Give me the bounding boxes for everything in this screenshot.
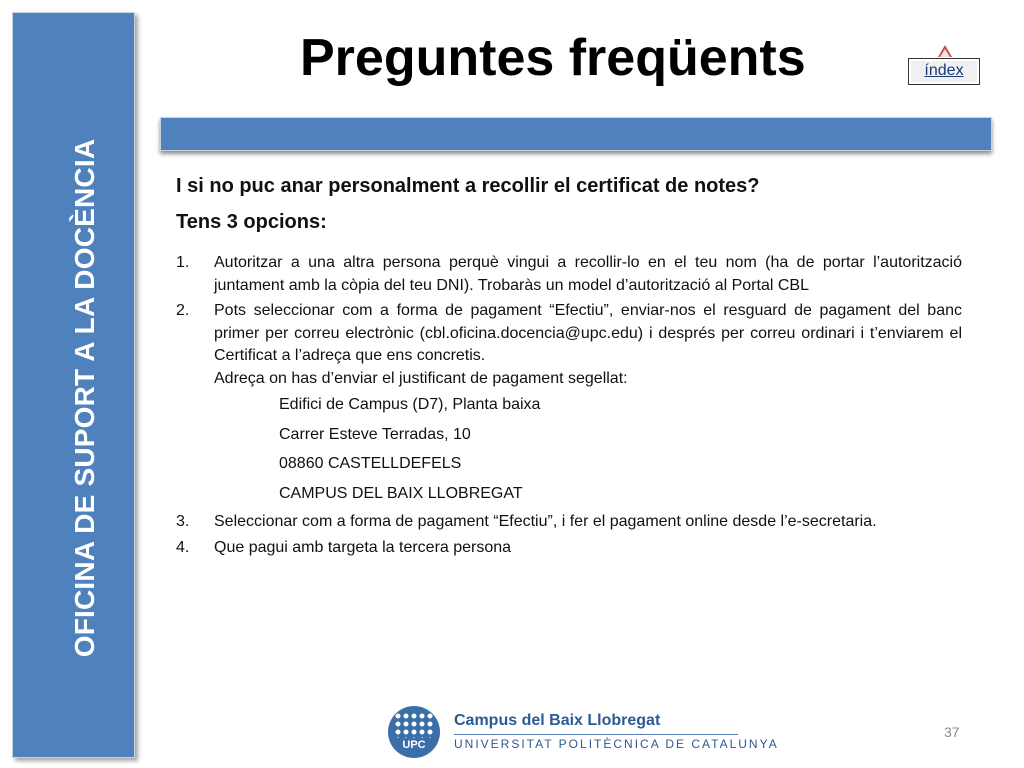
options-intro: Tens 3 opcions:: [176, 211, 327, 233]
postal-address: [214, 390, 962, 508]
list-item: [176, 537, 962, 560]
list-item: [176, 300, 962, 508]
list-item-text: Pots seleccionar com a forma de pagament “Efectiu”, enviar-nos el resguard de pagament del banc primer per correu electrònic (cbl.oficina.docencia@upc.edu) i després per correu ordinari i t’enviarem el Certificat a l’adreça que ens concretis.: [214, 302, 962, 364]
address-line: Edifici de Campus (D7), Planta baixa: [279, 396, 541, 413]
options-list: [176, 252, 962, 562]
page-title: Preguntes freqüents: [300, 29, 806, 87]
address-line: Carrer Esteve Terradas, 10: [279, 425, 471, 443]
upc-emblem-icon: [388, 706, 440, 758]
sidebar-panel: [12, 12, 135, 758]
list-item-number: 2.: [176, 302, 190, 319]
index-button-label: índex: [924, 62, 964, 79]
logo-university-name: UNIVERSITAT POLITÈCNICA DE CATALUNYA: [454, 737, 779, 751]
list-item-text: Seleccionar com a forma de pagament “Efectiu”, i fer el pagament online desde l’e-secretaria.: [214, 513, 877, 530]
address-line: CAMPUS DEL BAIX LLOBREGAT: [279, 484, 523, 502]
list-item-text: Que pagui amb targeta la tercera persona: [214, 538, 512, 556]
list-item: [176, 511, 962, 534]
header-divider-bar: [160, 117, 992, 151]
list-item-number: 4.: [176, 538, 190, 556]
upc-logo: [388, 704, 779, 760]
list-item-number: 1.: [176, 254, 190, 271]
list-item: [176, 252, 962, 297]
logo-abbreviation: UPC: [402, 739, 426, 751]
page-number: 37: [944, 724, 960, 740]
address-line: 08860 CASTELLDEFELS: [279, 455, 462, 472]
sidebar-label: OFICINA DE SUPORT A LA DOCÈNCIA: [69, 138, 100, 658]
question-heading: I si no puc anar personalment a recollir el certificat de notes?: [176, 175, 760, 197]
logo-campus-name: Campus del Baix Llobregat: [454, 712, 661, 729]
address-intro: Adreça on has d’enviar el justificant de pagament segellat:: [214, 369, 628, 387]
index-button[interactable]: [908, 58, 980, 85]
list-item-number: 3.: [176, 513, 190, 530]
list-item-text: Autoritzar a una altra persona perquè vingui a recollir-lo en el teu nom (ha de portar l’autorització juntament amb la còpia del teu DNI). Trobaràs un model d’autorització al Portal CBL: [214, 254, 962, 294]
